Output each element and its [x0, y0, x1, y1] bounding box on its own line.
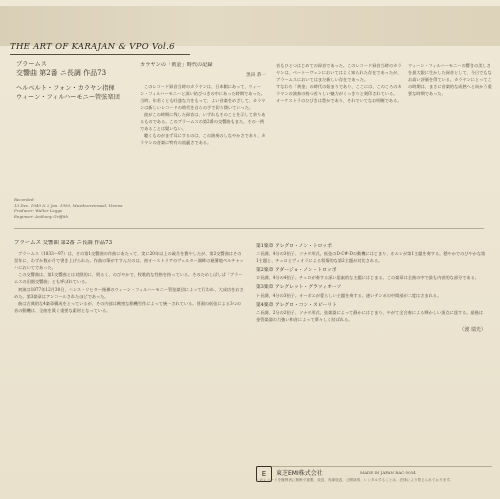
recording-details [14, 197, 124, 219]
essay-paragraph: ウィーン・フィルハーモニーの響きの美しさを最大限に生かした録音として、今日でもなお高い評価を得ている。カラヤンにとってこの時期は、まさに音楽的な成熟へと向かう重要な時期であった。 [408, 63, 492, 96]
movement-entry [256, 267, 486, 281]
performers [16, 84, 120, 102]
recording-line: Engineer: Anthony Griffith [14, 213, 69, 219]
composer-name: ブラームス [16, 61, 47, 68]
label-logo: E [256, 466, 272, 482]
essay-paragraph: このレコード録音当時のカラヤンは、日本側にあって、ウィーン・フィルハーモニーと深い結びつきの中にあった時期であった。当時、年若くとも旺盛な力をもって、よい音楽をめざして、カラヤンは新しいレコードの時代を自らの手で切り開いていった。 [140, 84, 266, 110]
essay-paragraph: 彼がこの時期に残した録音は、いずれもそのことを示して余りあるものである。このブラームスの第2番の交響曲もまた、その一例であることは疑いない。 [140, 112, 266, 131]
series-title: THE ART OF KARAJAN & VPO Vol.6 [10, 42, 175, 52]
movement-text: ニ長調、4分の3拍子、ソナタ形式。低弦のD-C#-Dの動機にはじまり、ホルンが第1主題を奏する。穏やかでのびやかな第1主題と、チェロとヴィオラによる叙情的な第2主題が対比される。 [256, 251, 486, 264]
orchestra-line: ウィーン・フィルハーモニー管弦楽団 [16, 94, 120, 101]
program-paragraph: 曲は古典的な4楽章構成をとっているが、その内部は緻密な動機労作によって統一されている。冒頭の低弦による3つの音の動機は、全曲を貫く重要な素材となっている。 [14, 300, 241, 313]
movement-title: 第3楽章 アレグレット・グラツィオーソ [256, 285, 342, 291]
movement-entry [256, 284, 486, 298]
recording-line: 13 Dec. 1949 & 2 Jan. 1950, Musikvereinsaal, Vienna [14, 202, 123, 208]
company-name: 東芝EMI株式会社 [276, 470, 323, 477]
movement-title: 第2楽章 アダージョ・ノン・トロッポ [256, 268, 337, 274]
program-paragraph: 初演は1877年12月30日、ハンス・リヒター指揮のウィーン・フィルハーモニー管弦楽団によって行われ、大成功をおさめた。第3楽章はアンコールされたほどであった。 [14, 286, 244, 299]
movement-text: ロ長調、4分の4拍子。チェロが奏する深い思索的な主題にはじまる。この楽章は全曲の中で最も内省的な部分である。 [256, 275, 479, 281]
essay-paragraph: オーケストラのひびきは豊かであり、それでいてなお明晰である。 [276, 98, 402, 103]
essay-column [140, 62, 266, 232]
author-signature: （渡 瑞光） [459, 326, 486, 333]
recording-line: Producer: Walter Legge [14, 208, 63, 214]
essay-paragraph: 音もひとつはじめての録音であった。このレコード録音当時のカラヤンは、ベートーヴェンにおいてはよく知られた存在であったが、ブラームスにおいてはまだ新しい存在であった。 [276, 63, 402, 82]
title-rule [10, 54, 190, 55]
section-divider [14, 228, 484, 229]
essay-heading: カラヤンの「黄金」時代の記録 [140, 62, 213, 68]
essay-continuation-column [276, 62, 404, 232]
movement-text: ニ長調、2分の2拍子、ソナタ形式。弦楽器によって静かにはじまり、やがて全合奏による輝かしい頂点に達する。最後は金管楽器の力強い和音によって華々しく結ばれる。 [256, 309, 484, 322]
program-paragraph: この交響曲は、第1交響曲とは対照的に、明るく、のびやかで、牧歌的な性格を持っている。そのためしばしば「ブラームスの田園交響曲」とも呼ばれている。 [14, 272, 243, 285]
recording-line: Recorded: [14, 197, 35, 202]
header-band [0, 6, 500, 46]
program-paragraph: ブラームス（1833〜97）は、その第1交響曲の作曲にあたって、実に20年以上の歳月を費やしたが、第2交響曲はその翌年に、わずか数か月で書き上げられた。作曲の筆がすすんだのは、南オーストリアのヴェルター湖畔の避暑地ペルチャッハにおいてであった。 [14, 251, 244, 271]
work-title: 交響曲 第2番 ニ長調 作品73 [16, 69, 107, 77]
footer-divider [256, 466, 492, 467]
essay-paragraph: 聴くものがまず耳にするのは、この演奏のしなやかさであり、カラヤンの音楽に特有の流麗さである。 [140, 133, 266, 145]
essay-final-column [408, 62, 492, 170]
catalog-code: MADE IN JAPAN RAC-5034 [360, 470, 416, 475]
movements-column [256, 240, 486, 430]
program-notes-column [14, 240, 244, 452]
conductor-line: ヘルベルト・フォン・カラヤン指揮 [16, 85, 115, 92]
movement-title: 第1楽章 アレグロ・ノン・トロッポ [256, 244, 332, 249]
movement-text: ト長調、4分の3拍子。オーボエが愛らしい主題を奏する。速いテンポの中間部が二度はさまれる。 [256, 292, 442, 298]
essay-paragraph: すなわち「黄金」の時代の始まりであり、ここには、このころのカラヤンの演奏の持つ若々しい魅力がくっきりと刻印されている。 [276, 84, 402, 96]
movement-entry [256, 243, 486, 264]
program-notes-heading: ブラームス 交響曲 第2番 ニ長調 作品73 [14, 240, 113, 246]
essay-byline: 黒田 恭一 [246, 73, 266, 78]
movement-entry [256, 302, 486, 323]
legal-notice: このレコードを権利者に無断で複製、放送、有線放送、公開演奏、レンタルすることは、法律により禁じられております。 [256, 478, 454, 482]
movement-title: 第4楽章 アレグロ・コン・スピーリト [256, 302, 337, 308]
